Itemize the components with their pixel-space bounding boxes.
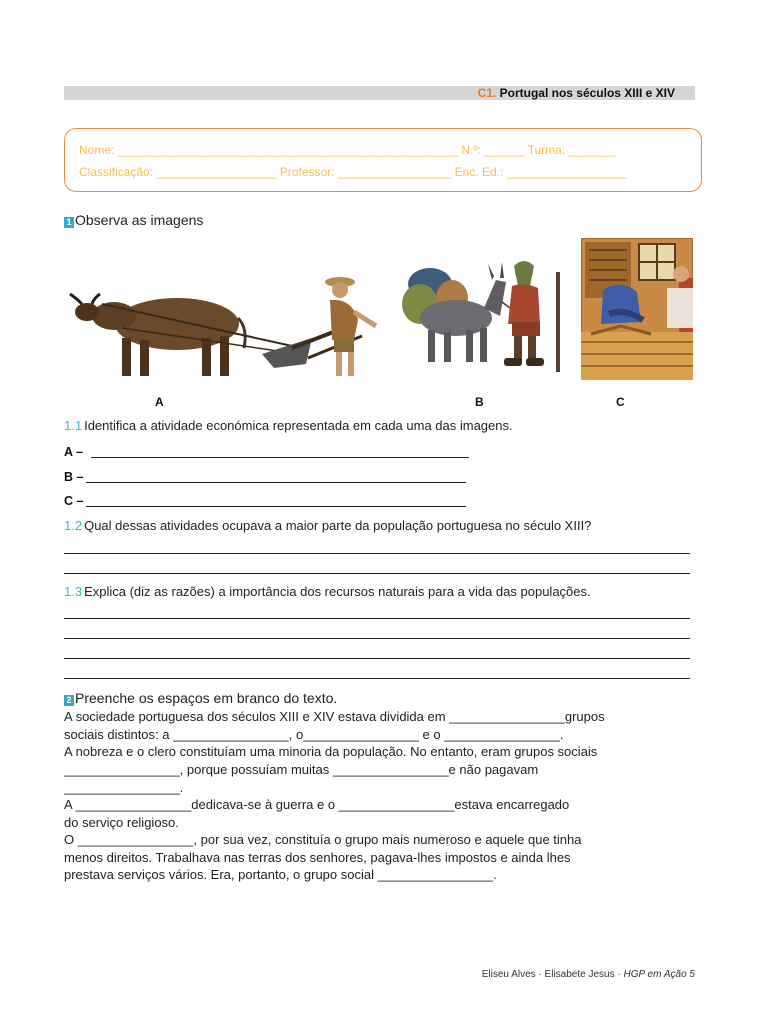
question-1-text: Observa as imagens (75, 212, 204, 228)
question-1-1 (64, 418, 513, 433)
text-line-10: prestava serviços vários. Era, portanto, o grupo social ________________. (64, 867, 497, 882)
text-line-9: menos direitos. Trabalhava nas terras dos senhores, pagava-lhes impostos e ainda lhes (64, 850, 571, 865)
footer-series: HGP em Ação 5 (623, 969, 695, 980)
text-line-7: do serviço religioso. (64, 815, 179, 830)
question-1-number: 1 (64, 217, 74, 228)
image-c-workshop (581, 238, 693, 380)
answer-a-line[interactable] (91, 457, 469, 458)
answer-a-label: A – (64, 445, 83, 459)
footer-authors: Eliseu Alves · Elisabete Jesus · (481, 969, 624, 980)
answer-b-label: B – (64, 470, 84, 484)
answer-c-label: C – (64, 494, 84, 508)
question-2-heading (64, 690, 337, 706)
header-bar (64, 86, 695, 100)
text-line-8: O ________________, por sua vez, constituía o grupo mais numeroso e aquele que tinha (64, 832, 582, 847)
answer-c-line[interactable] (86, 506, 466, 507)
question-1-2-text: Qual dessas atividades ocupava a maior parte da população portuguesa no século XIII? (84, 518, 592, 533)
question-1-3-text: Explica (diz as razões) a importância dos recursos naturais para a vida das populações. (84, 584, 591, 599)
text-line-3: A nobreza e o clero constituíam uma minoria da população. No entanto, eram grupos sociais (64, 744, 598, 759)
name-number-class-line: Nome: ___________________________________________________ N.º: ______ Turma: _______ (79, 143, 616, 157)
answer-1-2-line-2[interactable] (64, 573, 690, 574)
question-2-number: 2 (64, 695, 74, 706)
text-line-5: ________________. (64, 780, 184, 795)
text-line-4: ________________, porque possuíam muitas ________________e não pagavam (64, 762, 539, 777)
image-label-b: B (475, 395, 484, 409)
image-label-c: C (616, 395, 625, 409)
student-info-box (64, 128, 702, 192)
text-line-1: A sociedade portuguesa dos séculos XIII e XIV estava dividida em ________________grupos (64, 709, 605, 724)
chapter-code: C1. (477, 86, 497, 100)
answer-1-2-line-1[interactable] (64, 553, 690, 554)
question-1-1-number: 1.1 (64, 418, 83, 433)
question-1-3 (64, 584, 591, 599)
text-line-6: A ________________dedicava-se à guerra e o ________________estava encarregado (64, 797, 570, 812)
chapter-title-text: Portugal nos séculos XIII e XIV (499, 86, 675, 100)
image-label-a: A (155, 395, 164, 409)
image-b-merchant (400, 258, 566, 374)
question-1-2 (64, 518, 591, 533)
question-1-3-number: 1.3 (64, 584, 83, 599)
answer-1-3-line-3[interactable] (64, 658, 690, 659)
answer-b-line[interactable] (86, 482, 466, 483)
question-1-heading (64, 212, 203, 228)
chapter-title (478, 85, 675, 101)
answer-1-3-line-2[interactable] (64, 638, 690, 639)
question-1-1-text: Identifica a atividade económica representada em cada uma das imagens. (84, 418, 513, 433)
image-a-plough (62, 268, 384, 382)
grade-teacher-guardian-line: Classificação: __________________ Professor: _________________ Enc. Ed.: __________________ (79, 165, 627, 179)
text-line-2: sociais distintos: a ________________, o________________ e o ________________. (64, 727, 564, 742)
answer-1-3-line-1[interactable] (64, 618, 690, 619)
question-1-2-number: 1.2 (64, 518, 83, 533)
question-2-text: Preenche os espaços em branco do texto. (75, 690, 338, 706)
footer-credits (482, 969, 695, 981)
answer-1-3-line-4[interactable] (64, 678, 690, 679)
